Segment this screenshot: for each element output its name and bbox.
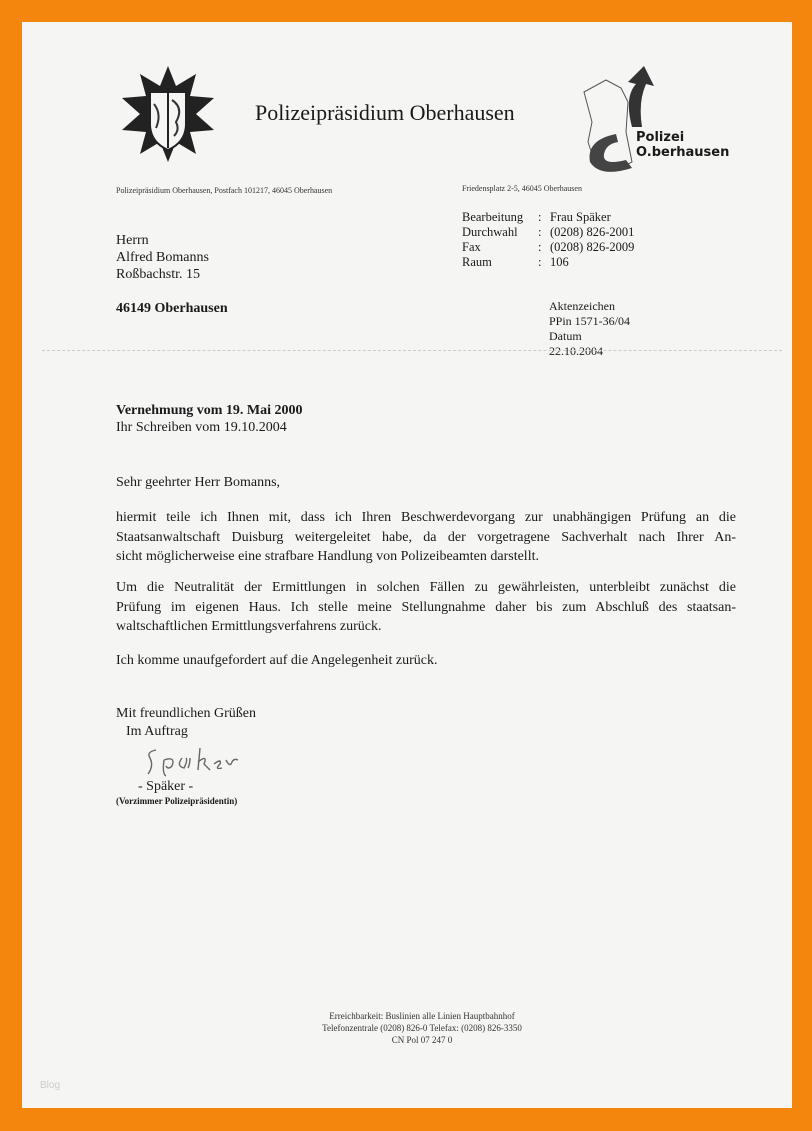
im-auftrag: Im Auftrag: [126, 724, 188, 739]
closing-regards: Mit freundlichen Grüßen: [116, 706, 256, 721]
text-line: Prüfung im eigenen Haus. Ich stelle meine Stellungnahme daher bis zum Abschluß des staatsan-: [116, 599, 736, 615]
letter-page: [22, 22, 792, 1108]
footer: [222, 1010, 622, 1046]
contact-value: 106: [550, 255, 569, 269]
text-line: Staatsanwaltschaft Duisburg weitergeleitet habe, da der vorgetragene Sachverhalt nach Ihrer An-: [116, 529, 736, 545]
datum-label: Datum: [549, 329, 582, 343]
paragraph-2: [116, 578, 736, 637]
footer-line: Telefonzentrale (0208) 826-0 Telefax: (0208) 826-3350: [322, 1023, 522, 1033]
contact-value: (0208) 826-2009: [550, 240, 635, 254]
contact-label: Raum: [462, 255, 492, 269]
contact-info: Bearbeitung : Frau Späker Durchwahl : (0208) 826-2001 Fax : (0208) 826-2009 Raum : 106: [462, 210, 635, 269]
text-line: sicht möglicherweise eine strafbare Handlung von Polizeibeamten darstellt.: [116, 549, 539, 564]
polizei-oberhausen-logo: [566, 62, 730, 187]
contact-value: Frau Späker: [550, 210, 611, 224]
contact-label: Bearbeitung: [462, 210, 524, 224]
page-title: Polizeipräsidium Oberhausen: [255, 100, 515, 125]
paragraph-3: Ich komme unaufgefordert auf die Angelegenheit zurück.: [116, 653, 438, 668]
signer-role: (Vorzimmer Polizeipräsidentin): [116, 796, 238, 806]
reference-letter-line: Ihr Schreiben vom 19.10.2004: [116, 420, 287, 435]
sender-line: Polizeipräsidium Oberhausen, Postfach 101217, 46045 Oberhausen: [116, 186, 333, 195]
recipient-street: Roßbachstr. 15: [116, 267, 200, 282]
watermark: Blog: [40, 1080, 61, 1091]
paragraph-1: [116, 508, 736, 567]
recipient-city: 46149 Oberhausen: [116, 301, 228, 316]
subject: [116, 402, 303, 436]
logo-text-line-2: O.berhausen: [636, 145, 730, 160]
logo-text: [636, 130, 729, 160]
city-map-arrow-icon: [566, 62, 716, 187]
contact-value: (0208) 826-2001: [550, 225, 635, 239]
footer-line: CN Pol 07 247 0: [391, 1035, 453, 1045]
recipient-name: Alfred Bomanns: [116, 250, 209, 265]
text-line: waltschaftlichen Ermittlungsverfahrens zurück.: [116, 619, 382, 634]
text-line: hiermit teile ich Ihnen mit, dass ich Ihren Beschwerdevorgang zur unabhängigen Prüfung an die: [116, 510, 736, 525]
signer-name: - Späker -: [138, 779, 194, 794]
footer-line: Erreichbarkeit: Buslinien alle Linien Hauptbahnhof: [329, 1011, 515, 1021]
subject-line: Vernehmung vom 19. Mai 2000: [116, 403, 303, 418]
datum-value: 22.10.2004: [549, 344, 603, 358]
logo-text-line-1: Polizei: [636, 130, 685, 145]
text-line: Um die Neutralität der Ermittlungen in solchen Fällen zu gewährleisten, unterbleibt zunächst die: [116, 580, 736, 595]
office-address: Friedensplatz 2-5, 46045 Oberhausen: [462, 184, 582, 193]
fold-line-divider: [42, 350, 782, 351]
aktenzeichen-label: Aktenzeichen: [549, 299, 615, 313]
police-star-emblem-icon: [118, 64, 218, 164]
recipient-address: [116, 232, 228, 317]
recipient-salutation: Herrn: [116, 233, 149, 248]
aktenzeichen-value: PPin 1571-36/04: [549, 314, 631, 328]
signature-icon: [142, 744, 252, 778]
contact-label: Fax: [462, 240, 481, 254]
contact-label: Durchwahl: [462, 225, 518, 239]
greeting: Sehr geehrter Herr Bomanns,: [116, 475, 281, 490]
